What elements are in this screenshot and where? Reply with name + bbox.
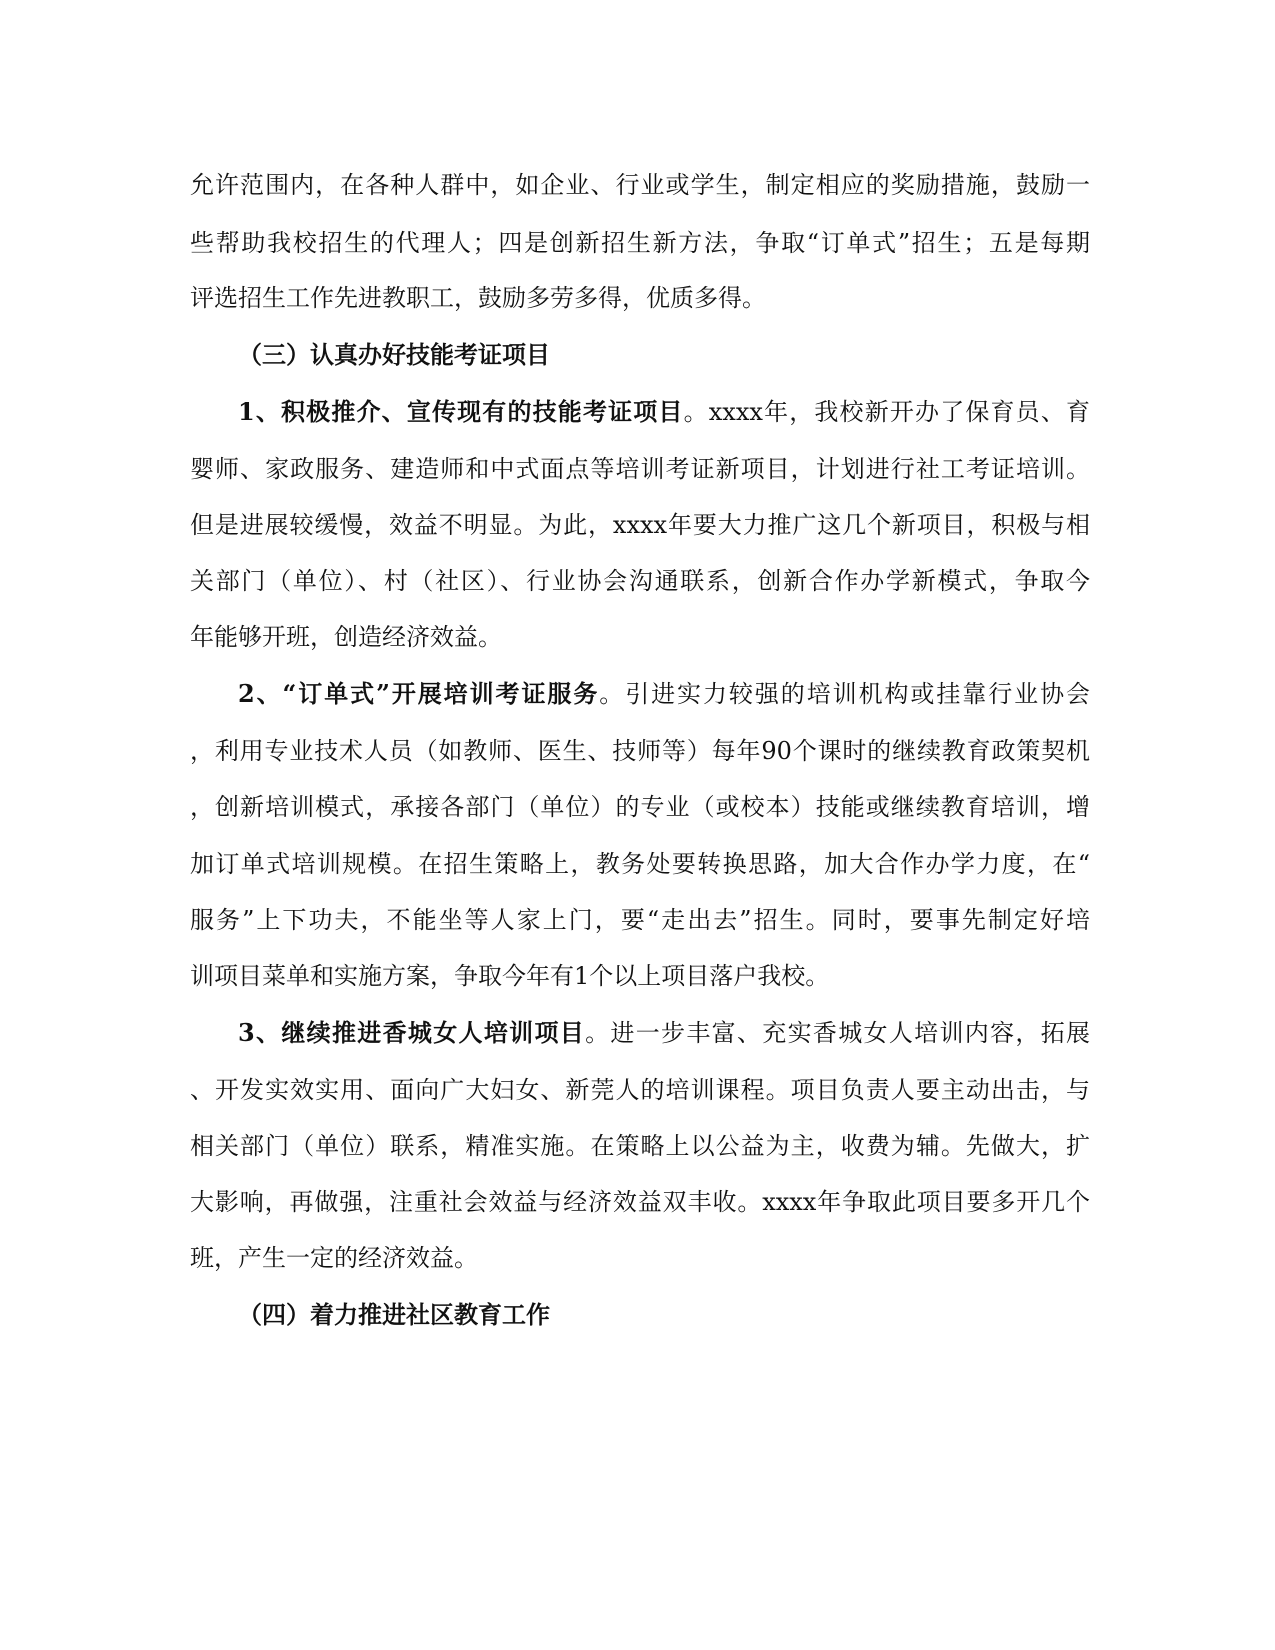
item-3-title: 3、继续推进香城女人培训项目 — [238, 1018, 586, 1047]
paragraph-line: 但是进展较缓慢，效益不明显。为此，xxxx年要大力推广这几个新项目，积极与相 — [190, 511, 1090, 539]
paragraph-line: 训项目菜单和实施方案，争取今年有1个以上项目落户我校。 — [190, 962, 830, 990]
paragraph-line: 年能够开班，创造经济效益。 — [190, 623, 502, 651]
paragraph-line: ，利用专业技术人员（如教师、医生、技师等）每年90个课时的继续教育政策契机 — [190, 737, 1090, 765]
paragraph-line: 允许范围内，在各种人群中，如企业、行业或学生，制定相应的奖励措施，鼓励一 — [190, 171, 1090, 199]
paragraph-line: 些帮助我校招生的代理人；四是创新招生新方法，争取“订单式”招生；五是每期 — [190, 229, 1090, 257]
paragraph-line: 关部门（单位）、村（社区）、行业协会沟通联系，创新合作办学新模式，争取今 — [190, 567, 1090, 595]
paragraph-line: 加订单式培训规模。在招生策略上，教务处要转换思路，加大合作办学力度，在“ — [190, 850, 1090, 878]
item-2-text: 。引进实力较强的培训机构或挂靠行业协会 — [599, 680, 1090, 708]
paragraph-line: 婴师、家政服务、建造师和中式面点等培训考证新项目，计划进行社工考证培训。 — [190, 455, 1090, 483]
section-heading: （三）认真办好技能考证项目 — [238, 340, 550, 369]
item-2-title: 2、“订单式”开展培训考证服务 — [238, 679, 600, 708]
item-1-first-line — [238, 395, 1090, 429]
item-2-first-line — [238, 677, 1090, 711]
paragraph-line: 班，产生一定的经济效益。 — [190, 1244, 478, 1272]
item-1-title: 1、积极推介、宣传现有的技能考证项目 — [238, 397, 684, 426]
item-3-text: 。进一步丰富、充实香城女人培训内容，拓展 — [585, 1019, 1090, 1047]
item-1-text: 。xxxx年，我校新开办了保育员、育 — [683, 398, 1090, 426]
paragraph-line: 服务”上下功夫，不能坐等人家上门，要“走出去”招生。同时，要事先制定好培 — [190, 906, 1090, 934]
paragraph-line: 评选招生工作先进教职工，鼓励多劳多得，优质多得。 — [190, 284, 766, 312]
paragraph-line: 大影响，再做强，注重社会效益与经济效益双丰收。xxxx年争取此项目要多开几个 — [190, 1188, 1090, 1216]
paragraph-line: ，创新培训模式，承接各部门（单位）的专业（或校本）技能或继续教育培训，增 — [190, 793, 1090, 821]
section-heading: （四）着力推进社区教育工作 — [238, 1300, 550, 1329]
paragraph-line: 、开发实效实用、面向广大妇女、新莞人的培训课程。项目负责人要主动出击，与 — [190, 1076, 1090, 1104]
item-3-first-line — [238, 1016, 1090, 1050]
paragraph-line: 相关部门（单位）联系，精准实施。在策略上以公益为主，收费为辅。先做大，扩 — [190, 1132, 1090, 1160]
